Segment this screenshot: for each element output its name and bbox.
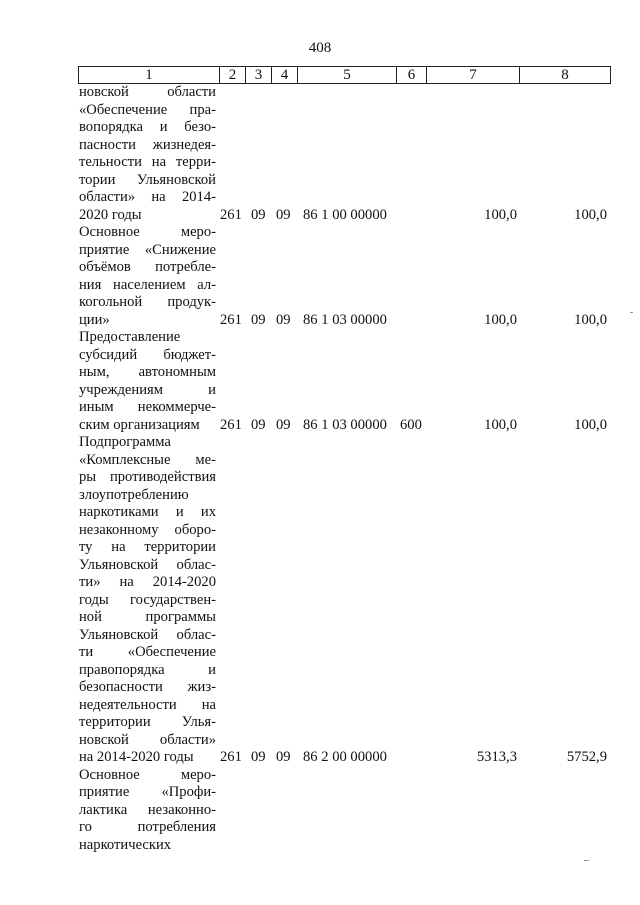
row-name-line: «Обеспечение пра- xyxy=(79,101,216,118)
row-name-line: учреждениям и xyxy=(79,381,216,398)
row-name-line: вопорядка и безо- xyxy=(79,119,216,135)
row-name-line: приятие «Профи- xyxy=(79,784,216,800)
row-name-line: безопасности жиз- xyxy=(79,679,216,695)
row-name-line: Ульяновской облас- xyxy=(79,626,216,643)
cell-c4: 09 xyxy=(276,416,291,433)
row-name-line: пасности жизнедея- xyxy=(79,136,216,153)
row-name-line: субсидий бюджет- xyxy=(79,346,216,363)
table-row xyxy=(0,224,640,329)
cell-c4: 09 xyxy=(276,311,291,328)
row-name-line: новской области xyxy=(79,84,216,100)
cell-c2: 261 xyxy=(220,416,242,433)
cell-c4: 09 xyxy=(276,749,291,765)
cell-c5: 86 2 00 00000 xyxy=(303,749,387,765)
cell-c4: 09 xyxy=(276,206,291,223)
header-col-8: 8 xyxy=(519,67,610,83)
row-name xyxy=(79,84,216,224)
table-row xyxy=(0,84,640,224)
table-row xyxy=(0,329,640,434)
row-name-line: объёмов потребле- xyxy=(79,259,216,275)
row-name-line: ти «Обеспечение xyxy=(79,644,216,660)
row-name-line: ским организациям xyxy=(79,416,200,433)
cell-c8: 100,0 xyxy=(574,206,607,223)
table-body xyxy=(0,84,640,904)
row-name-line: области» на 2014- xyxy=(79,189,216,205)
header-col-2: 2 xyxy=(219,67,245,83)
scan-mark xyxy=(630,312,633,313)
header-col-6: 6 xyxy=(396,67,426,83)
row-name-line: Ульяновской облас- xyxy=(79,556,216,573)
row-name-line: ния населением ал- xyxy=(79,276,216,293)
row-name-line: иным некоммерче- xyxy=(79,399,216,415)
row-name-line: незаконному оборо- xyxy=(79,521,216,538)
row-name-line: тории Ульяновской xyxy=(79,171,216,188)
row-name-line: наркотиками и их xyxy=(79,504,216,520)
table-row xyxy=(0,767,640,855)
table-header xyxy=(78,66,611,84)
cell-c7: 100,0 xyxy=(484,311,517,328)
page-number: 408 xyxy=(308,40,332,56)
row-name-line: ным, автономным xyxy=(79,364,216,380)
table-row xyxy=(0,434,640,767)
header-col-5: 5 xyxy=(297,67,396,83)
row-name-line: ции» xyxy=(79,311,110,328)
row-name xyxy=(79,434,216,767)
row-name-line: «Комплексные ме- xyxy=(79,451,216,468)
cell-c3: 09 xyxy=(251,749,266,765)
cell-c8: 5752,9 xyxy=(566,749,607,765)
cell-c8: 100,0 xyxy=(574,311,607,328)
row-name-line: годы государствен- xyxy=(79,591,216,608)
cell-c7: 5313,3 xyxy=(476,749,517,765)
row-name-line: территории Улья- xyxy=(79,714,216,730)
row-name-line: тельности на терри- xyxy=(79,154,216,170)
cell-c2: 261 xyxy=(220,206,242,223)
row-name-line: лактика незаконно- xyxy=(79,801,216,818)
row-name xyxy=(79,767,216,855)
row-name-line: Основное меро- xyxy=(79,224,216,240)
scan-mark xyxy=(584,860,589,861)
row-name-line: когольной продук- xyxy=(79,294,216,310)
row-name xyxy=(79,224,216,329)
cell-c8: 100,0 xyxy=(574,416,607,433)
row-name-line: наркотических xyxy=(79,836,172,853)
row-name xyxy=(79,329,216,434)
cell-c3: 09 xyxy=(251,206,266,223)
row-name-line: правопорядка и xyxy=(79,661,216,678)
row-name-line: ту на территории xyxy=(79,539,216,555)
row-name-line: ры противодействия xyxy=(79,469,216,485)
header-col-3: 3 xyxy=(245,67,271,83)
row-name-line: ной программы xyxy=(79,609,216,625)
cell-c3: 09 xyxy=(251,311,266,328)
header-col-7: 7 xyxy=(426,67,519,83)
row-name-line: Основное меро- xyxy=(79,766,216,783)
row-name-line: го потребления xyxy=(79,819,216,835)
header-col-4: 4 xyxy=(271,67,297,83)
row-name-line: ти» на 2014-2020 xyxy=(79,574,216,590)
cell-c5: 86 1 03 00000 xyxy=(303,416,387,433)
cell-c2: 261 xyxy=(220,311,242,328)
row-name-line: на 2014-2020 годы xyxy=(79,749,194,765)
cell-c6: 600 xyxy=(400,416,422,433)
cell-c7: 100,0 xyxy=(484,416,517,433)
cell-c5: 86 1 00 00000 xyxy=(303,206,387,223)
cell-c2: 261 xyxy=(220,749,242,765)
cell-c7: 100,0 xyxy=(484,206,517,223)
row-name-line: злоупотреблению xyxy=(79,486,189,503)
row-name-line: Подпрограмма xyxy=(79,434,171,450)
cell-c5: 86 1 03 00000 xyxy=(303,311,387,328)
row-name-line: Предоставление xyxy=(79,329,181,345)
header-col-1: 1 xyxy=(145,67,153,83)
row-name-line: 2020 годы xyxy=(79,206,142,223)
row-name-line: новской области» xyxy=(79,731,216,748)
row-name-line: приятие «Снижение xyxy=(79,241,216,258)
row-name-line: недеятельности на xyxy=(79,696,216,713)
cell-c3: 09 xyxy=(251,416,266,433)
